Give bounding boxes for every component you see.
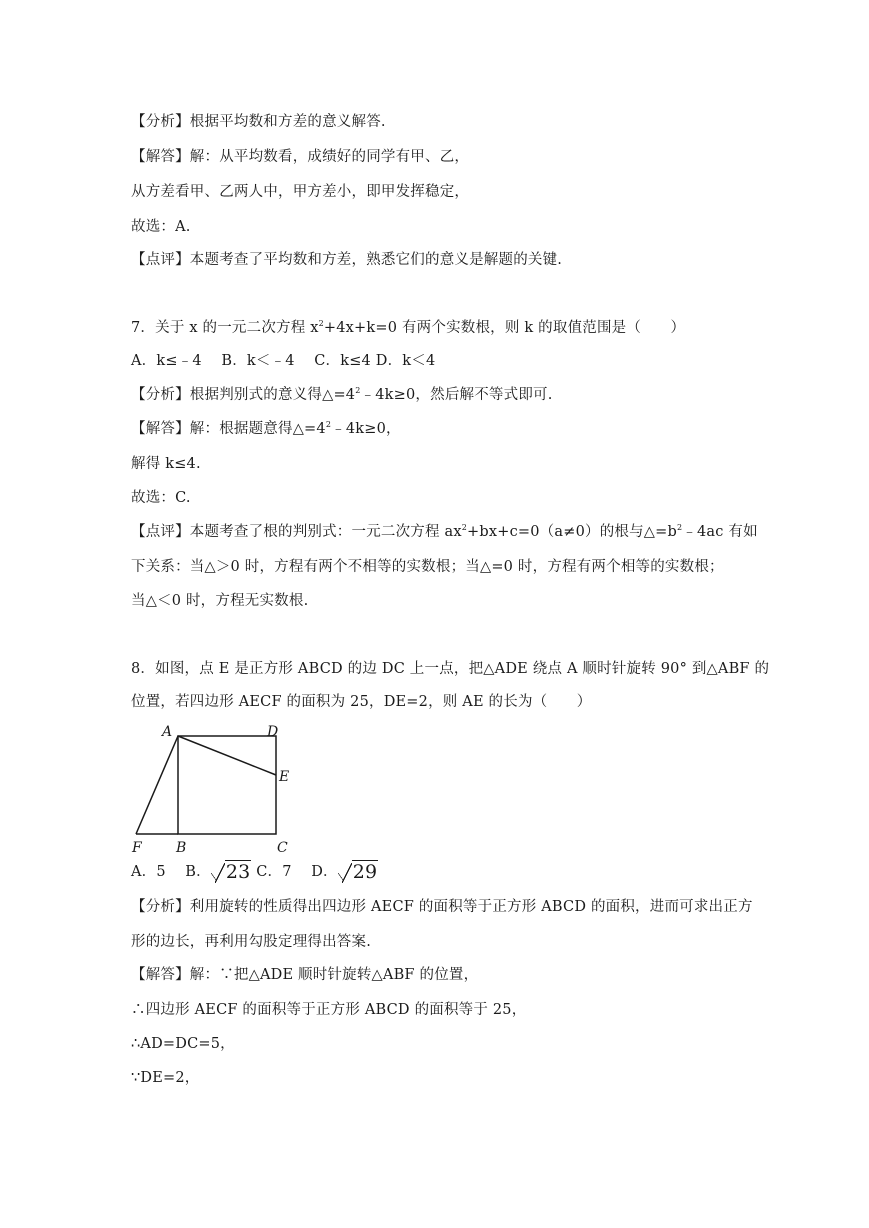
q8-geometry-figure [126, 718, 301, 858]
label-d: D [267, 724, 279, 740]
segment-fa [136, 736, 178, 834]
label-c: C [277, 840, 288, 856]
q8-solution-line1: 【解答】解：∵把△ADE 顺时针旋转△ABF 的位置， [131, 967, 479, 983]
q6-analysis: 【分析】根据平均数和方差的意义解答. [131, 114, 386, 130]
label-a: A [162, 724, 173, 740]
q6-comment: 【点评】本题考查了平均数和方差，熟悉它们的意义是解题的关键. [131, 252, 563, 268]
square-abcd [178, 736, 276, 834]
sqrt-29: 29 [338, 862, 379, 882]
q7-solve: 解得 k≤4. [131, 456, 201, 472]
segment-ae [178, 736, 276, 775]
label-e: E [279, 769, 290, 785]
q6-solution: 【解答】解：从平均数看，成绩好的同学有甲、乙， [131, 149, 470, 165]
q8-analysis-line2: 形的边长，再利用勾股定理得出答案. [131, 934, 372, 950]
q8-solution-line2: ∴四边形 AECF 的面积等于正方形 ABCD 的面积等于 25， [131, 1002, 527, 1018]
q6-solution-line2: 从方差看甲、乙两人中，甲方差小，即甲发挥稳定， [131, 184, 470, 200]
q8-solution-line3: ∴AD=DC=5， [131, 1036, 235, 1052]
sqrt-23: 23 [211, 862, 252, 882]
square-rotation-diagram [126, 718, 301, 858]
q7-choice: 故选：C. [131, 490, 191, 506]
q7-analysis: 【分析】根据判别式的意义得$\triangle=4^2﹣4k\ge 0$，然后解不等式即可. [131, 386, 553, 403]
q8-options: A．5 B． 23 C．7 D． 29 [131, 861, 378, 883]
q7-comment-line3: 当△＜0 时，方程无实数根. [131, 593, 309, 609]
q7-stem: 7．关于 x 的一元二次方程 $x^2+4x+k=0$ 有两个实数根，则 k 的取值范围是（ ） [131, 319, 686, 336]
q6-choice: 故选：A. [131, 219, 191, 235]
q7-options: A．k≤﹣4 B．k＜﹣4 C．k≤4 D．k＜4 [131, 353, 436, 369]
q7-solution: 【解答】解：根据题意得$\triangle=4^2﹣4k\ge 0$， [131, 420, 401, 437]
q7-comment-line1: 【点评】本题考查了根的判别式：一元二次方程 $ax^2+bx+c=0(a\ne 0)$的根与$\triangle=b^2﹣4ac$ 有如 [131, 523, 758, 540]
label-b: B [176, 840, 187, 856]
q7-comment-line2: 下关系：当△＞0 时，方程有两个不相等的实数根；当△=0 时，方程有两个相等的实数根； [131, 559, 724, 575]
q8-stem-line1: 8．如图，点 E 是正方形 ABCD 的边 DC 上一点，把△ADE 绕点 A 顺时针旋转 90° 到△ABF 的 [131, 661, 770, 677]
q8-solution-line4: ∵DE=2， [131, 1070, 200, 1086]
q8-analysis-line1: 【分析】利用旋转的性质得出四边形 AECF 的面积等于正方形 ABCD 的面积，进而可求出正方 [131, 899, 753, 915]
label-f: F [132, 840, 142, 856]
q8-stem-line2: 位置，若四边形 AECF 的面积为 25，DE=2，则 AE 的长为（ ） [131, 694, 592, 710]
